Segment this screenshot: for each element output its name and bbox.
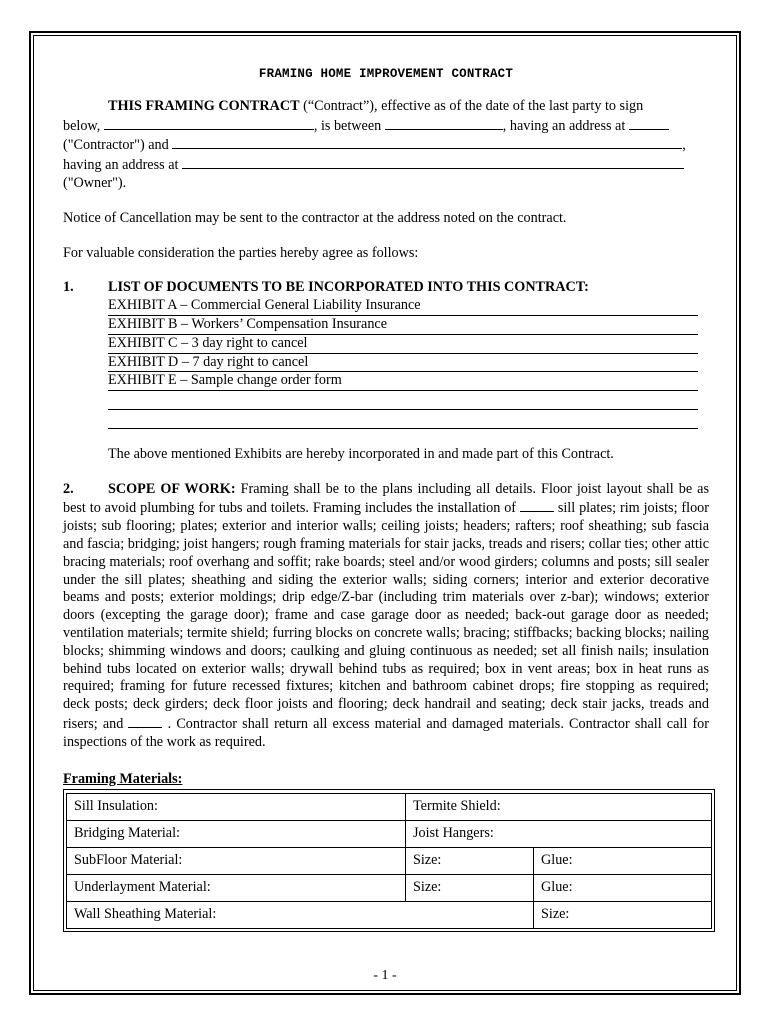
document-title: FRAMING HOME IMPROVEMENT CONTRACT [258, 67, 514, 81]
subfloor-size-cell[interactable]: Size: [406, 848, 534, 875]
wall-sheathing-size-cell[interactable]: Size: [534, 902, 712, 929]
intro-owner-address-text: having an address at [63, 157, 182, 174]
intro-comma: , [682, 137, 686, 154]
sill-insulation-cell[interactable]: Sill Insulation: [67, 794, 406, 821]
notice-of-cancellation: Notice of Cancellation may be sent to the contractor at the address noted on the contract. [63, 209, 567, 226]
joist-hangers-cell[interactable]: Joist Hangers: [406, 821, 712, 848]
owner-name-blank[interactable] [172, 135, 682, 149]
section-2-scope [63, 481, 709, 752]
intro-between-text: , is between [313, 117, 385, 134]
contract-document [63, 62, 709, 932]
table-row [67, 902, 712, 929]
exhibit-line: EXHIBIT B – Workers’ Compensation Insurance [108, 316, 698, 335]
subfloor-glue-cell[interactable]: Glue: [534, 848, 712, 875]
materials-grid [66, 793, 712, 929]
section-1-title: LIST OF DOCUMENTS TO BE INCORPORATED INTO THIS CONTRACT: [108, 279, 589, 296]
intro-lead: THIS FRAMING CONTRACT [108, 97, 300, 114]
page-number: - 1 - [373, 968, 397, 983]
bridging-material-cell[interactable]: Bridging Material: [67, 821, 406, 848]
exhibit-line: EXHIBIT E – Sample change order form [108, 372, 698, 391]
consideration-text: For valuable consideration the parties hereby agree as follows: [63, 244, 419, 261]
intro-line-4 [63, 155, 709, 175]
scope-text-b: sill plates; rim joists; floor joists; sub flooring; plates; exterior and interior walls; ceiling joists; headers; rafters; roof sheathing; sub fascia and fascia; bridging; joist hangers; rough framing materials for stair jacks, treads and risers; collar ties; other attic bracing materials; roof overhang and soffit; rake boards; steel and/or wood girders; columns and posts; sill sealer under the sill plates; sheathing and siding the exterior walls; siding corners; interior and exterior decorative beams and posts; exterior moldings; drip edge/Z-bar (including trim materials over z-bar); windows; exterior doors (excepting the garage door); frame and case garage door as needed; back-out garage door as needed; ventilation materials; termite shield; furring blocks on concrete walls; bracing; stiffbacks; backing blocks; nailing blocks; shimming windows and doors; caulking and gluing continuous as needed; set all finish nails; insulation behind tubs located on exterior walls; drywall behind tubs as required; box in vent areas; box in heat runs as required; framing for future recessed fixtures; kitchen and bathroom cabinet drops; fire stopping as required; deck posts; deck girders; deck floor joists and flooring; deck handrail and seating; deck stair jacks, treads and risers; and [63, 500, 709, 732]
section-2-number: 2. [63, 480, 74, 497]
scope-text-a: Framing shall be to the plans including all details. Floor joist layout shall be as best to avoid plumbing for tubs and toilets. Framing includes the installation of [63, 480, 709, 517]
contract-date-blank[interactable] [104, 116, 314, 130]
exhibit-list [108, 297, 698, 429]
exhibit-line-blank[interactable] [108, 410, 698, 429]
exhibits-closing: The above mentioned Exhibits are hereby incorporated in and made part of this Contract. [108, 445, 614, 462]
intro-line-1 [63, 98, 709, 116]
framing-materials-table [63, 789, 715, 932]
contractor-address-blank[interactable] [629, 116, 669, 130]
underlayment-glue-cell[interactable]: Glue: [534, 875, 712, 902]
section-2-title: SCOPE OF WORK: [108, 480, 236, 497]
exhibit-line-blank[interactable] [108, 391, 698, 410]
section-1-heading [63, 279, 709, 297]
exhibit-line: EXHIBIT C – 3 day right to cancel [108, 335, 698, 354]
intro-line-3 [63, 135, 709, 155]
owner-address-blank[interactable] [182, 155, 684, 169]
scope-text-c: . Contractor shall return all excess material and damaged materials. Contractor shall call for inspections of the work as required. [63, 715, 709, 750]
intro-contractor-text: ("Contractor") and [63, 137, 173, 154]
subfloor-material-cell[interactable]: SubFloor Material: [67, 848, 406, 875]
table-row [67, 821, 712, 848]
termite-shield-cell[interactable]: Termite Shield: [406, 794, 712, 821]
intro-line-1-text: (“Contract”), effective as of the date of the last party to sign [299, 97, 644, 114]
intro-line-5: ("Owner"). [63, 174, 127, 191]
framing-materials-heading: Framing Materials: [63, 770, 183, 787]
intro-address-text: , having an address at [502, 117, 629, 134]
underlayment-material-cell[interactable]: Underlayment Material: [67, 875, 406, 902]
wall-sheathing-material-cell[interactable]: Wall Sheathing Material: [67, 902, 534, 929]
contractor-name-blank[interactable] [385, 116, 503, 130]
table-row [67, 794, 712, 821]
table-row [67, 875, 712, 902]
table-row [67, 848, 712, 875]
sill-plates-blank[interactable] [520, 498, 554, 512]
underlayment-size-cell[interactable]: Size: [406, 875, 534, 902]
intro-below-text: below, [63, 117, 104, 134]
section-1-number: 1. [63, 279, 74, 296]
intro-line-2 [63, 116, 709, 136]
exhibit-line: EXHIBIT A – Commercial General Liability Insurance [108, 297, 698, 316]
additional-items-blank[interactable] [128, 714, 162, 728]
exhibit-line: EXHIBIT D – 7 day right to cancel [108, 354, 698, 373]
